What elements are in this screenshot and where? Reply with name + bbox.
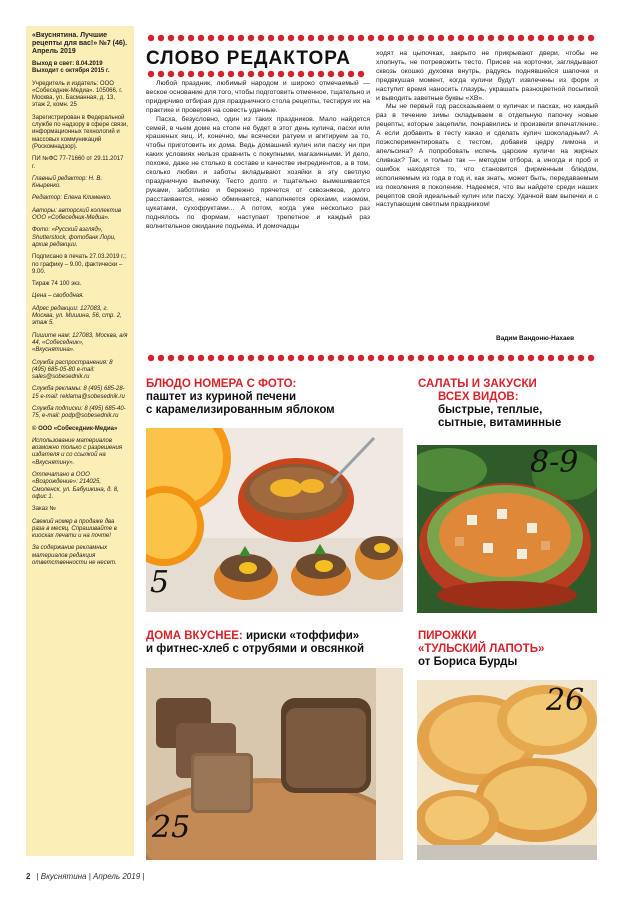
section-dish-label: БЛЮДО НОМЕРА С ФОТО: (146, 378, 297, 390)
section-home-label: ДОМА ВКУСНЕЕ: (146, 630, 243, 642)
editor-signature: Вадим Вандоню-Нахаев (496, 335, 575, 342)
section-pies-label: ПИРОЖКИ (418, 630, 477, 642)
top-dot-divider (146, 34, 596, 42)
section-salads-label: ВСЕХ ВИДОВ: (438, 391, 519, 403)
editorial-column-2 (376, 50, 598, 333)
imprint-license: ПИ №ФС 77-71660 от 29.11.2017 г. (32, 156, 124, 170)
imprint-address: Адрес редакции: 127083, г. Москва, ул. Мишина, 56, стр. 2, этаж 5. (32, 305, 122, 327)
photo-pate (146, 428, 403, 612)
section-dish-of-issue (146, 378, 411, 417)
editorial-title: СЛОВО РЕДАКТОРА (146, 48, 351, 69)
pate-image (146, 428, 403, 612)
imprint-printer: Отпечатано в ООО «Возрождение»: 214025, Смоленск, ул. Бабушкина, д. 8, офис 1. (32, 472, 119, 500)
footer-page-number: 2 (26, 872, 31, 881)
imprint-write-us: Пишите нам: 127083, Москва, а/я 44, «Собеседник», «Вкуснятина». (32, 332, 128, 354)
section-home-line1 (146, 630, 411, 643)
section-home-line2: и фитнес-хлеб с отрубями и овсянкой (146, 643, 365, 655)
section-dish-line: с карамелизированным яблоком (146, 404, 335, 416)
page-number-5: 5 (150, 565, 170, 600)
section-pies-author: от Бориса Бурды (418, 656, 518, 668)
middle-dot-divider (146, 354, 596, 362)
imprint-advertising: Служба рекламы: 8 (495) 685-28-15 e-mail: reklama@sobesednik.ru (32, 386, 125, 400)
page-number-8-9: 8-9 (530, 445, 579, 480)
imprint-disclaimer: За содержание рекламных материалов редакция ответственности не несет. (32, 545, 117, 567)
section-salads-label: САЛАТЫ И ЗАКУСКИ (418, 378, 537, 390)
imprint-editor: Редактор: Елена Клименко. (32, 195, 112, 202)
imprint-column (26, 26, 134, 856)
section-dish-line: паштет из куриной печени (146, 391, 297, 403)
section-pies-label: «ТУЛЬСКИЙ ЛАПОТЬ» (418, 643, 545, 655)
imprint-issue: «Вкуснятина. Лучшие рецепты для вас!» №7 (46). Апрель 2019 (32, 32, 128, 55)
section-home-toffifee: ириски «тоффифи» (242, 630, 360, 642)
title-dot-divider (146, 70, 366, 78)
page-footer (26, 872, 144, 881)
editorial-paragraph: Пасха, безусловно, один из таких праздников. Мало найдется семей, в чьем доме на столе не будет в этот день кулича, пасхи или крашеных яиц. И, конечно, мы всячески ратуем и агитируем за то, чтобы приготовить их дома. Ведь домашний кулич или пасху ни при каких условиях нельзя сравнить с покупными, магазинными. И дело, похоже, даже не столько в составе и качестве ингредиентов, а в том, сколько любви и заботы вкладывают хозяйки в эту светлую праздничную выпечку. Тесто долго и тщательно вымешивается руками, заботливо и бережно прячется от сквозняков, долго расстаивается, нежно обминается, наполняется орехами, изюмом, цукатами, сухофруктами... А потом, когда уже несколько раз поднялось по формам, наступает трепетное и каждый раз волнительное ожидание подъема. И домочадцы (146, 115, 370, 230)
imprint-release: Выход в свет: 8.04.2019 Выходит с октября 2015 г. (32, 61, 110, 75)
imprint-price: Цена – свободная. (32, 293, 85, 300)
imprint-registration: Зарегистрирован в Федеральной службе по надзору в сфере связи, информационных технологий и массовых коммуникаций (Роскомнадзор). (32, 114, 128, 150)
footer-magazine: | Вкуснятина | Апрель 2019 | (36, 872, 145, 881)
section-home-tastier (146, 630, 411, 656)
imprint-authors: Авторы: авторский коллектив ООО «Собеседник-Медиа». (32, 207, 122, 222)
editorial-paragraph: Любой праздник, любимый народом и широко отмечаемый — веское основание для того, чтобы подготовить отменное, тщательно и придирчиво отбирая для праздничного стола рецепты, тестируя их на практике и проверяя на совесть удачные. (146, 80, 370, 114)
editorial-paragraph: ходят на цыпочках, закрыто не прикрывают двери, чтобы не хлопнуть, не потревожить тесто. Присев на корточки, заглядывают сквозь окошко духовки внутрь, радуясь поднявшейся шапочке и предвкушая момент, когда куличи будут извлечены из форм и наступит время наносить глазурь, украшать разноцветной посыпкой и выводить заветные буквы «ХВ». (376, 50, 598, 102)
imprint-sale-note: Свежий номер в продаже два раза в месяц. Спрашивайте в киосках печати и на почте! (32, 518, 117, 540)
imprint-founder: Учредитель и издатель: ООО «Собеседник-Медиа». 105066, г. Москва, ул. Басманная, д. 13, этаж 2, комн. 25 (32, 80, 123, 109)
page-number-26: 26 (546, 683, 585, 718)
imprint-circulation: Тираж 74 100 экз. (32, 281, 82, 288)
imprint-copyright: © ООО «Собеседник-Медиа» (32, 425, 118, 432)
imprint-signed: Подписано в печать 27.03.2019 г.; по графику – 9.00, фактически – 9.00. (32, 254, 126, 275)
section-pies (418, 630, 603, 669)
imprint-subscription: Служба подписки: 8 (495) 685-40-75, e-mail: podp@sobesednik.ru (32, 405, 126, 420)
editorial-paragraph: Мы не первый год рассказываем о куличах и пасхах, но каждый раз в течение зимы складываем в отдельную папочку новые рецепты, которые зацепили, понравились и произвели впечатление. А если добавить в тесту какао и сделать кулич шоколадным? А поэкспериментировать с тестом, добавив цедру лимона и апельсина? А попробовать испечь царские куличи на жирных сливках? Так, и только так — методом отбора, а иногда и проб и ошибок находятся то, что становится фирменным блюдом, исполняемым из года в год и, как знать, может быть, передаваемым из поколения в поколение. Надеемся, что вы найдете среди наших рецептов свой идеальный кулич или пасху. Удачной вам выпечки и с наступающим светлым праздником! (376, 103, 598, 209)
section-salads (418, 378, 603, 430)
editorial-column-1 (146, 80, 370, 340)
section-salads-line: сытные, витаминные (438, 417, 562, 429)
section-salads-line: быстрые, теплые, (438, 404, 543, 416)
imprint-distribution: Служба распространения: 8 (495) 685-05-80 e-mail: sales@sobesednik.ru (32, 359, 113, 381)
page-number-25: 25 (152, 810, 191, 845)
imprint-photo: Фото: «Русский взгляд», Shutterstock, фотобанк Лори, архив редакции. (32, 227, 116, 248)
imprint-chief-editor: Главный редактор: Н. В. Кныренко. (32, 175, 103, 190)
imprint-usage: Использование материалов возможно только с разрешения издателя и со ссылкой на «Вкуснятину». (32, 437, 123, 466)
imprint-order: Заказ № (32, 506, 56, 513)
